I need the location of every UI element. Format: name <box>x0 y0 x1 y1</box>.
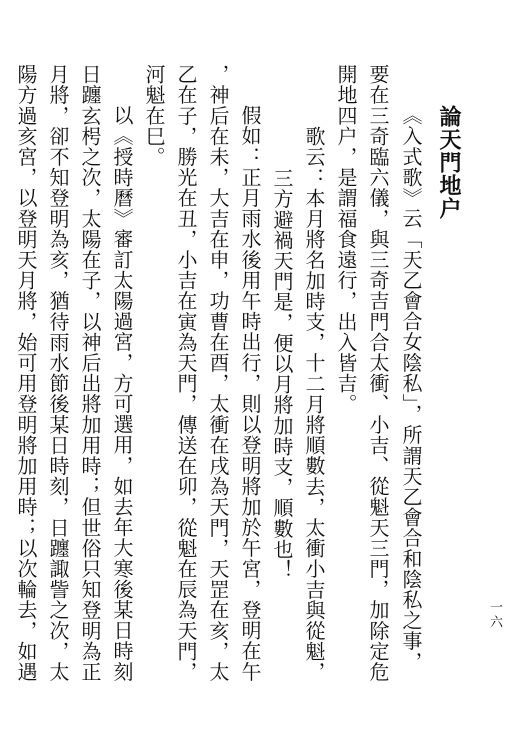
text-column-9: 河魁在巳。 <box>142 64 166 167</box>
text-column-3: 開地四户，是謂福食遠行，出入皆吉。 <box>334 64 358 415</box>
text-column-6: 假如：正月雨水後用午時出行，則以登明將加於午宮，登明在午 <box>238 105 262 682</box>
section-title: 論天門地户 <box>436 105 462 220</box>
text-column-7: ，神后在未，大吉在申，功曹在酉，太衝在戌為天門，天罡在亥，太 <box>206 64 230 682</box>
text-column-11: 日躔玄枵之次，太陽在子，以神后出將加用時；但世俗只知登明為正 <box>78 64 102 682</box>
text-column-1: 《入式歌》云「天乙會合女陰私」，所謂天乙會合和陰私之事， <box>399 105 423 672</box>
text-column-2: 要在三奇臨六儀，與三奇吉門合太衝、小吉、從魁天三門，加除定危 <box>366 64 390 682</box>
text-column-12: 月將，卻不知登明為亥，猶待雨水節後某日時刻，日躔諏訾之次，太 <box>46 64 70 682</box>
text-column-5: 三方避禍天門是，便以月將加時支，順數也！ <box>270 168 294 580</box>
page-number: 一六 <box>487 600 502 630</box>
text-column-8: 乙在子，勝光在丑，小吉在寅為天門，傳送在卯，從魁在辰為天門， <box>174 64 198 682</box>
text-column-4: 歌云：本月將名加時支，十二月將順數去，太衝小吉與從魁， <box>302 126 326 683</box>
text-column-13: 陽方過亥宮，以登明天月將，始可用登明將加用時；以次輪去，如遇 <box>14 64 38 682</box>
text-column-10: 以《授時曆》審訂太陽過宮，方可選用，如去年大寒後某日時刻 <box>110 105 134 682</box>
